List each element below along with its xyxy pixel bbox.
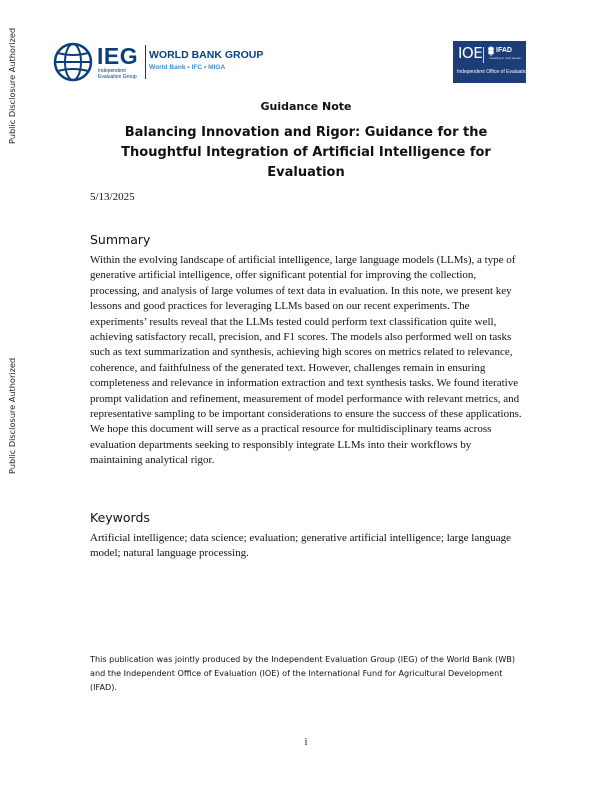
ieg-subtitle: Independent Evaluation Group: [98, 68, 137, 80]
keywords-paragraph: Artificial intelligence; data science; evaluation; generative artificial intelligence; large language model; natural language processing.: [90, 532, 511, 560]
disclosure-stamp-middle: Public Disclosure Authorized: [7, 357, 17, 475]
keywords-heading: Keywords: [90, 510, 150, 525]
header-logos: [0, 36, 612, 92]
publication-note: This publication was jointly produced by the Independent Evaluation Group (IEG) of the World Bank (WB) and the Independent Office of Evaluation (IOE) of the International Fund for Agricultural Development (IFAD).: [90, 654, 516, 692]
ieg-world-bank-logo: [53, 41, 263, 87]
ioe-divider: [483, 47, 484, 63]
ifad-acronym: IFAD: [496, 47, 512, 54]
disclosure-stamp-top: Public Disclosure Authorized: [7, 27, 17, 145]
ieg-acronym: IEG: [97, 43, 139, 69]
ioe-caption: Independent Office of Evaluation: [457, 69, 530, 75]
document-date: 5/13/2025: [90, 191, 135, 203]
document-type: Guidance Note: [260, 100, 352, 113]
globe-icon: [53, 42, 93, 82]
logo-divider: [145, 45, 146, 79]
summary-heading: Summary: [90, 232, 151, 247]
ioe-acronym: IOE: [458, 44, 483, 62]
world-bank-group-name: WORLD BANK GROUP: [149, 49, 264, 61]
page-number: i: [304, 737, 308, 748]
world-bank-group-members: World Bank • IFC • MIGA: [149, 64, 226, 71]
ifad-tagline: Investing in rural people: [489, 56, 521, 60]
ioe-ifad-logo: [453, 41, 530, 83]
document-title: Balancing Innovation and Rigor: Guidance for the Thoughtful Integration of Artificial Intelligence for Evaluation: [121, 125, 491, 180]
summary-paragraph: Within the evolving landscape of artificial intelligence, large language models (LLMs), a type of generative artificial intelligence, offer significant potential for improving the collection, processing, and analysis of large volumes of text data in evaluation. In this note, we present key lessons and good practices for leveraging LLMs based on our recent experiments. The experiments’ results reveal that the LLMs tested could perform text classification quite well, achieving satisfactory recall, precision, and F1 scores. The models also performed well on tasks such as text summarization and synthesis, achieving high scores on metrics related to relevance, coherence, and faithfulness of the generated text. However, challenges remain in ensuring completeness and relevance in information extraction and text synthesis tasks. We found iterative prompt validation and refinement, measurement of model performance with relevant metrics, and representative sampling to be important considerations to ensure the success of these applications. We hope this document will serve as a practical resource for multidisciplinary teams across evaluation departments seeking to responsibly integrate LLMs into their workflows by maintaining analytical rigor.: [90, 254, 522, 467]
